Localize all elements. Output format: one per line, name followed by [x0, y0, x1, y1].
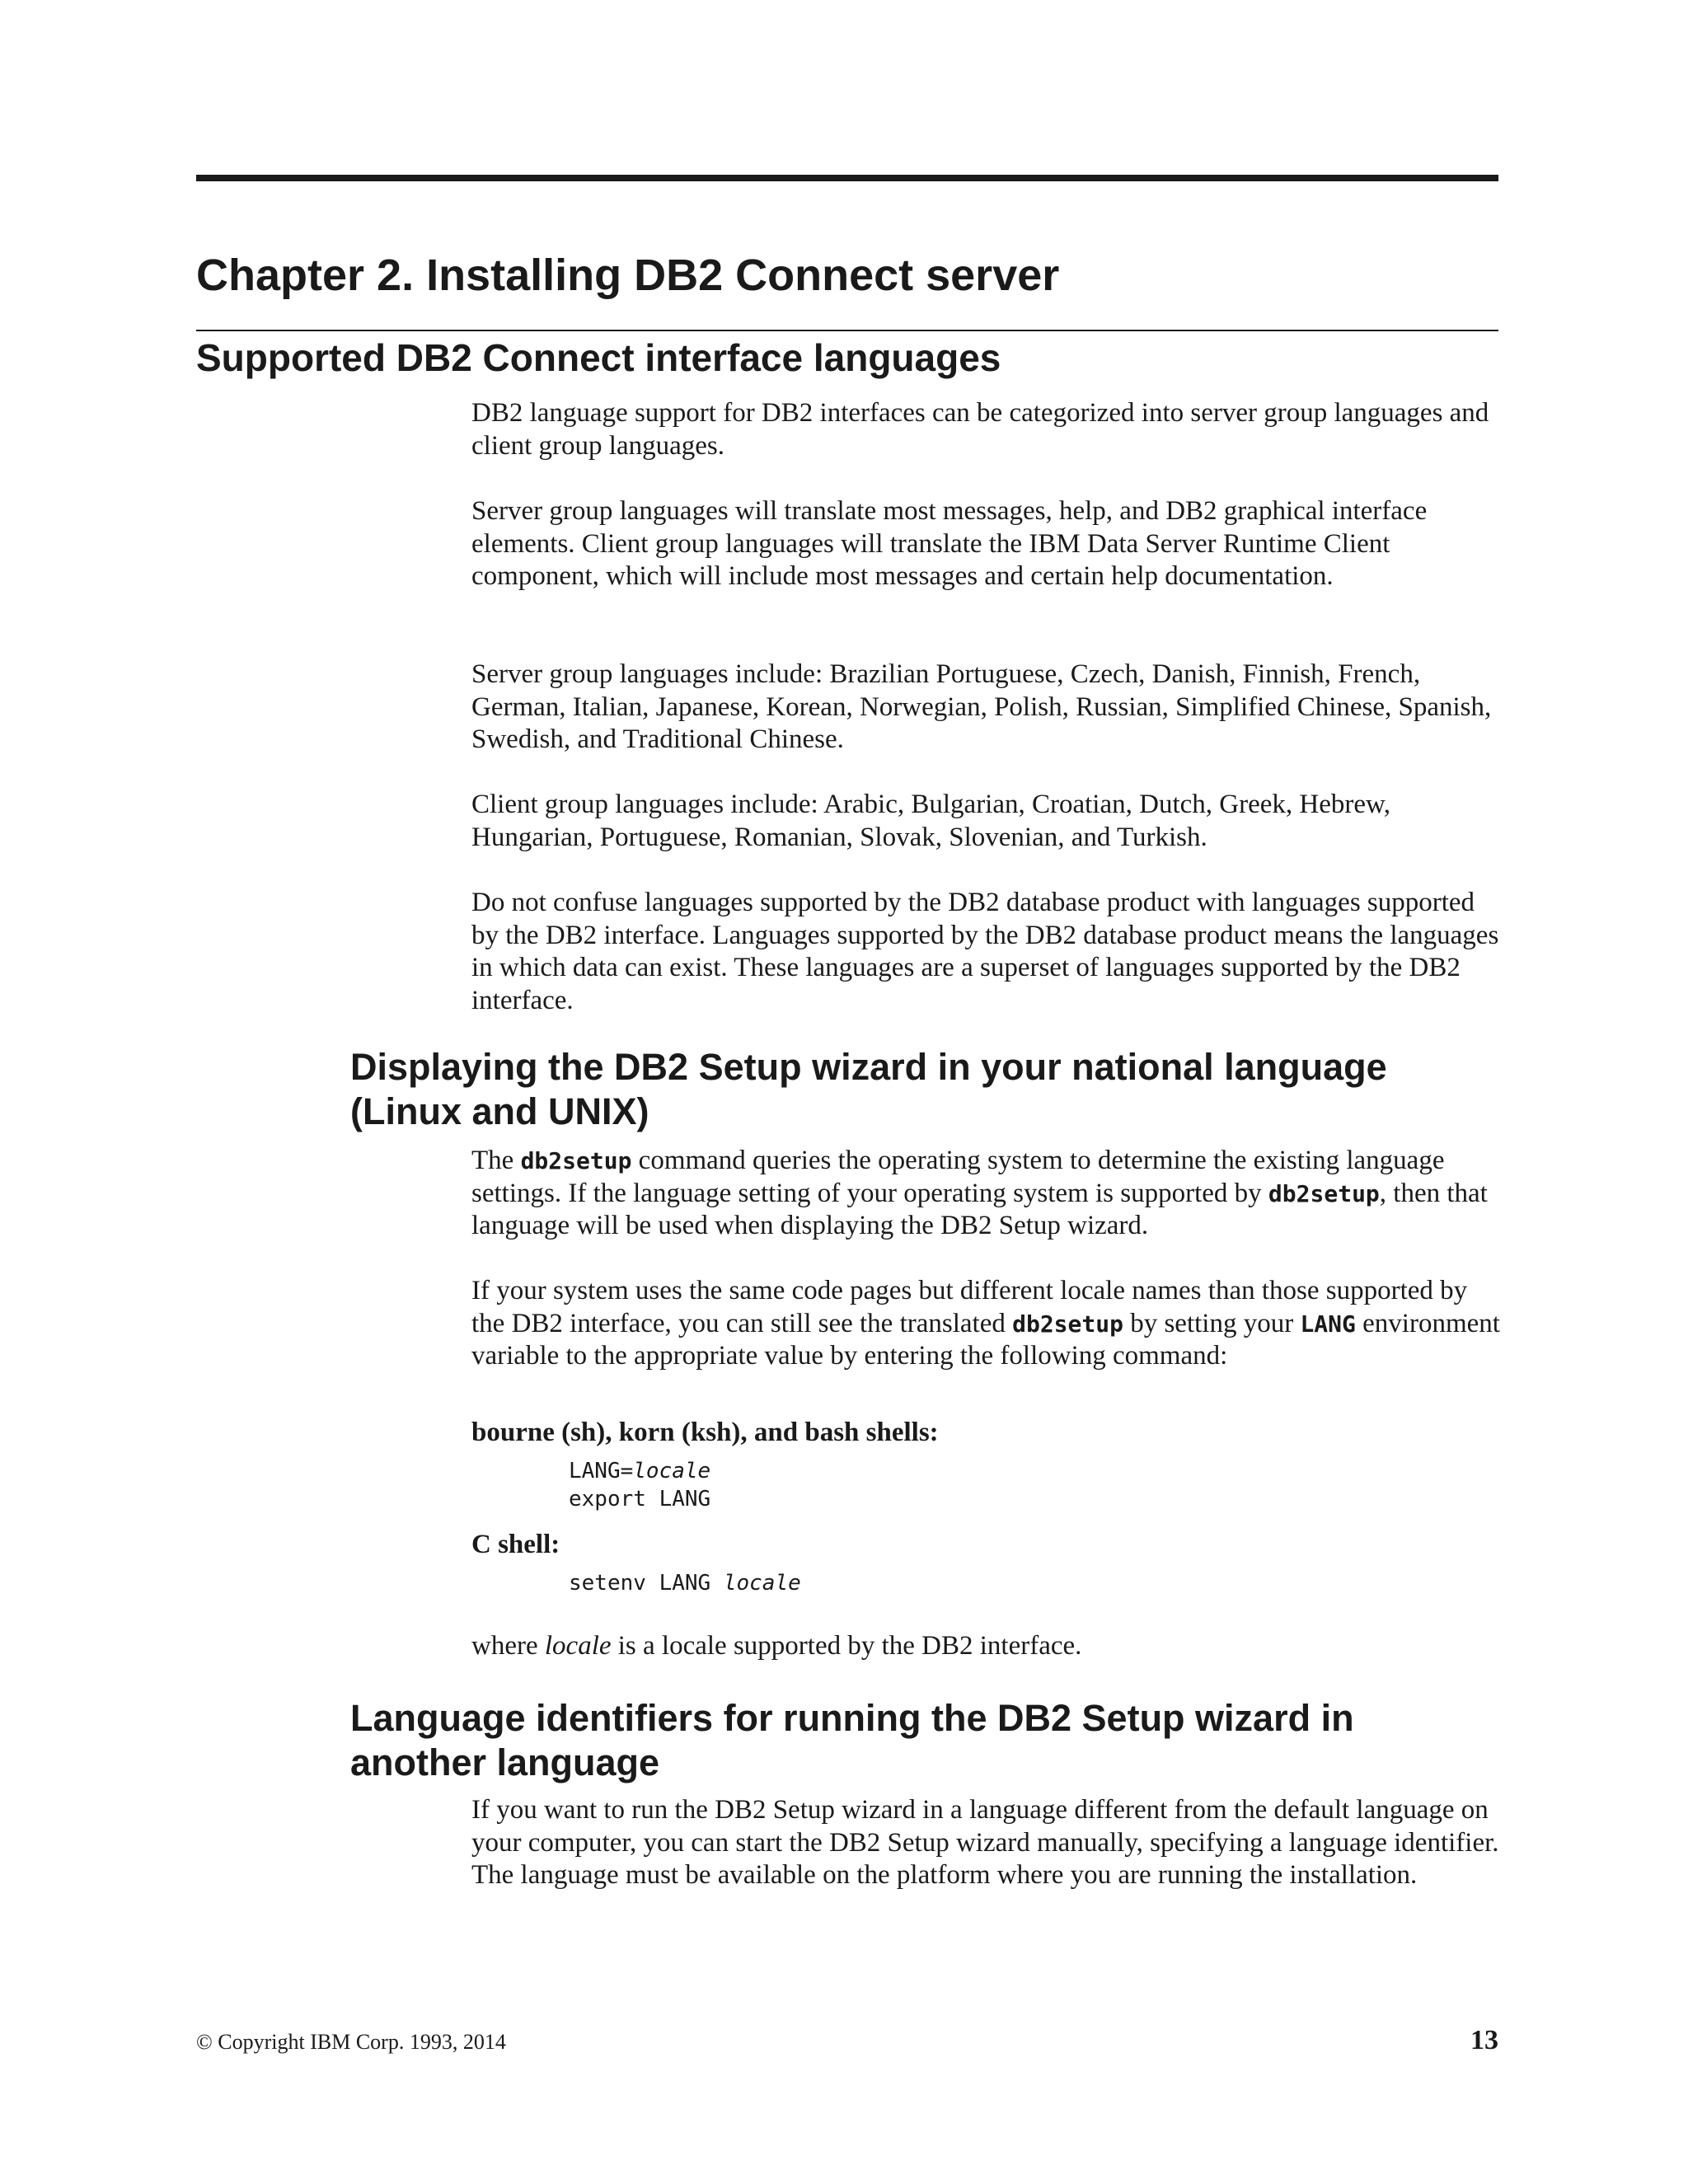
- paragraph-text: Server group languages will translate most messages, help, and DB2 graphical interface elements. Client group languages will translate the IBM Data Server Runtime Client component, which will include most messages and certain help documentation.: [471, 496, 1428, 591]
- text-run: where: [471, 1631, 545, 1661]
- where-locale-paragraph: [471, 1630, 1500, 1663]
- env-var-lang: LANG: [1300, 1310, 1356, 1338]
- paragraph-text: [471, 1145, 1500, 1243]
- code-text: LANG=: [569, 1459, 634, 1483]
- footer-copyright: © Copyright IBM Corp. 1993, 2014: [196, 2030, 506, 2054]
- text-run: The: [471, 1146, 521, 1175]
- definition-term-c-shell: C shell:: [471, 1530, 560, 1559]
- code-block-c-shell: [569, 1569, 801, 1597]
- variable-locale: locale: [544, 1631, 612, 1661]
- paragraph-text: Server group languages include: Brazilian Portuguese, Czech, Danish, Finnish, French, German, Italian, Japanese, Korean, Norwegian, Polish, Russian, Simplified Chinese, Spanish, Swedish, and Traditional Chinese.: [471, 659, 1492, 754]
- subsection-title-display-wizard: [350, 1045, 1521, 1134]
- command-db2setup: db2setup: [1012, 1310, 1123, 1338]
- command-db2setup: db2setup: [520, 1147, 632, 1174]
- language-identifier-paragraph: [471, 1794, 1500, 1892]
- section-paragraph-1: [471, 397, 1500, 462]
- text-run: is a locale supported by the DB2 interface.: [611, 1631, 1082, 1661]
- text-run: environment variable to the appropriate value by entering the following command:: [471, 1308, 1500, 1371]
- subsection-title-line-1: Displaying the DB2 Setup wizard in your national language: [350, 1046, 1387, 1088]
- section-title: Supported DB2 Connect interface languages: [196, 336, 1001, 379]
- section-paragraph-3: [471, 658, 1500, 757]
- definition-term-bourne-shells: bourne (sh), korn (ksh), and bash shells:: [471, 1418, 939, 1447]
- locale-paragraph: [471, 1275, 1500, 1373]
- top-rule: [196, 175, 1498, 181]
- text-run: , then that language will be used when displaying the DB2 Setup wizard.: [471, 1178, 1488, 1240]
- section-paragraph-2: [471, 495, 1500, 593]
- paragraph-text: [471, 1630, 1500, 1663]
- paragraph-text: Client group languages include: Arabic, Bulgarian, Croatian, Dutch, Greek, Hebrew, Hungarian, Portuguese, Romanian, Slovak, Slovenian, and Turkish.: [471, 790, 1390, 852]
- code-variable-locale: locale: [633, 1459, 711, 1483]
- section-rule: [196, 330, 1498, 331]
- page-number: 13: [1470, 2025, 1498, 2055]
- paragraph-text: DB2 language support for DB2 interfaces can be categorized into server group languages and client group languages.: [471, 398, 1489, 461]
- code-text: export LANG: [569, 1487, 711, 1511]
- subsection-title-line-2: (Linux and UNIX): [350, 1090, 649, 1132]
- command-db2setup: db2setup: [1268, 1179, 1380, 1207]
- chapter-title: Chapter 2. Installing DB2 Connect server: [196, 251, 1060, 300]
- subsection-title-line-2: another language: [350, 1741, 660, 1783]
- text-run: by setting your: [1123, 1308, 1301, 1338]
- paragraph-text: Do not confuse languages supported by the DB2 database product with languages supported by the DB2 interface. Languages supported by the DB2 database product means the languages in which data can exist. These languages are a superset of languages supported by the DB2 interface.: [471, 888, 1499, 1015]
- code-text: setenv LANG: [569, 1571, 724, 1596]
- code-block-bourne: [569, 1457, 710, 1513]
- paragraph-text: [471, 1275, 1500, 1373]
- section-paragraph-4: [471, 789, 1500, 854]
- db2setup-paragraph: [471, 1145, 1500, 1243]
- subsection-title-line-1: Language identifiers for running the DB2 Setup wizard in: [350, 1697, 1354, 1739]
- subsection-title-language-identifiers: [350, 1696, 1521, 1785]
- section-paragraph-5: [471, 887, 1500, 1017]
- paragraph-text: If you want to run the DB2 Setup wizard in a language different from the default language on your computer, you can start the DB2 Setup wizard manually, specifying a language identifier. The language must be available on the platform where you are running the installation.: [471, 1795, 1499, 1890]
- code-variable-locale: locale: [723, 1571, 801, 1596]
- text-run: command queries the operating system to determine the existing language settings. If the language setting of your operating system is supported by: [471, 1146, 1445, 1208]
- text-run: If your system uses the same code pages but different locale names than those supported by the DB2 interface, you can still see the translated: [471, 1276, 1468, 1338]
